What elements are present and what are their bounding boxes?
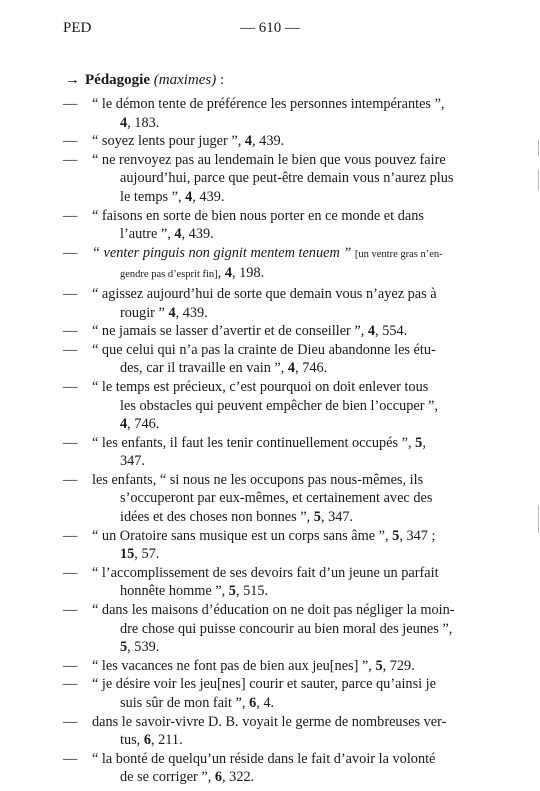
entry-dash: —	[63, 151, 78, 168]
entry-dash: —	[63, 323, 78, 340]
entry-text: “ la bonté de quelqu’un réside dans le fait d’avoir la volonté de se corriger ”, 6, 322.	[92, 750, 436, 786]
list-item	[0, 564, 540, 601]
section-subtitle: (maximes)	[153, 72, 217, 88]
entry-dash: —	[63, 657, 78, 674]
list-item	[0, 341, 540, 378]
entry-text: dans le savoir-vivre D. B. voyait le germe de nombreuses ver- tus, 6, 211.	[92, 713, 447, 749]
entry-dash: —	[63, 564, 78, 581]
section-heading	[65, 72, 224, 89]
margin-mark	[538, 505, 539, 533]
list-item	[0, 527, 540, 564]
entry-dash: —	[63, 244, 78, 261]
entry-dash: —	[63, 602, 78, 619]
entry-dash: —	[63, 341, 78, 358]
entry-list	[0, 95, 540, 787]
margin-mark	[538, 140, 539, 156]
entry-text: “ agissez aujourd’hui de sorte que demain vous n’ayez pas à rougir ” 4, 439.	[92, 285, 437, 321]
entry-text: “ soyez lents pour juger ”, 4, 439.	[92, 133, 285, 150]
list-item	[0, 434, 540, 471]
list-item	[0, 675, 540, 712]
list-item	[0, 244, 540, 285]
section-colon: :	[216, 72, 225, 88]
list-item	[0, 151, 540, 207]
arrow-icon: →	[65, 72, 80, 88]
entry-text: “ je désire voir les jeu[nes] courir et sauter, parce qu’ainsi je suis sûr de mon fait ”, 6, 4.	[92, 676, 436, 711]
entry-dash: —	[63, 378, 78, 395]
list-item	[0, 713, 540, 750]
entry-dash: —	[63, 713, 78, 730]
list-item	[0, 601, 540, 657]
list-item	[0, 750, 540, 787]
entry-dash: —	[63, 434, 78, 451]
entry-text: “ que celui qui n’a pas la crainte de Dieu abandonne les étu- des, car il travaille en vain ”, 4, 746.	[92, 341, 436, 377]
list-item	[0, 471, 540, 527]
entry-text: “ l’accomplissement de ses devoirs fait d’un jeune un parfait honnête homme ”, 5, 515.	[92, 564, 439, 600]
entry-dash: —	[63, 527, 78, 544]
entry-text: “ le démon tente de préférence les personnes intempérantes ”, 4, 183.	[92, 96, 445, 131]
list-item	[0, 285, 540, 322]
list-item	[0, 657, 540, 676]
entry-text: “ les enfants, il faut les tenir continuellement occupés ”, 5, 347.	[92, 434, 426, 470]
entry-text: “ ne jamais se lasser d’avertir et de conseiller ”, 4, 554.	[92, 323, 408, 340]
entry-dash: —	[63, 207, 78, 224]
list-item	[0, 95, 540, 132]
entry-text: “ venter pinguis non gignit mentem tenuem ” [un ventre gras n’en- gendre pas d’esprit fin], 4, 198.	[92, 244, 443, 282]
list-item	[0, 378, 540, 434]
entry-text: “ le temps est précieux, c’est pourquoi on doit enlever tous les obstacles qui peuvent empêcher de bien l’occuper ”, 4, 746.	[92, 378, 438, 433]
entry-dash: —	[63, 96, 78, 112]
entry-text: “ dans les maisons d’éducation on ne doit pas négliger la moin- dre chose qui puisse concourir au bien moral des jeunes ”, 5, 539.	[92, 602, 455, 656]
entry-text: “ un Oratoire sans musique est un corps sans âme ”, 5, 347 ; 15, 57.	[92, 527, 436, 563]
latin-quote: “ venter pinguis non gignit mentem tenuem ”	[92, 244, 352, 261]
page-number: — 610 —	[240, 20, 300, 36]
page-header	[0, 20, 540, 42]
entry-dash: —	[63, 471, 78, 488]
entry-dash: —	[63, 676, 78, 693]
entry-text: “ faisons en sorte de bien nous porter en ce monde et dans l’autre ”, 4, 439.	[92, 207, 424, 243]
entry-text: les enfants, “ si nous ne les occupons pas nous-mêmes, ils s’occuperont par eux-mêmes, et certainement avec des idées et des choses non bonnes ”, 5, 347.	[92, 471, 433, 526]
entry-dash: —	[63, 285, 78, 302]
entry-dash: —	[63, 133, 78, 150]
section-title: Pédagogie	[85, 72, 150, 88]
translation-note: [un ventre gras n’en-	[354, 248, 443, 260]
entry-text: “ les vacances ne font pas de bien aux jeu[nes] ”, 5, 729.	[92, 657, 415, 674]
margin-mark	[538, 170, 539, 190]
entry-dash: —	[63, 750, 78, 767]
entry-text: “ ne renvoyez pas au lendemain le bien que vous pouvez faire aujourd’hui, parce que peut-être demain vous n’aurez plus le temps ”, 4, 439.	[92, 151, 454, 205]
list-item	[0, 132, 540, 151]
list-item	[0, 207, 540, 244]
header-index-letters: PED	[63, 20, 92, 36]
list-item	[0, 322, 540, 341]
